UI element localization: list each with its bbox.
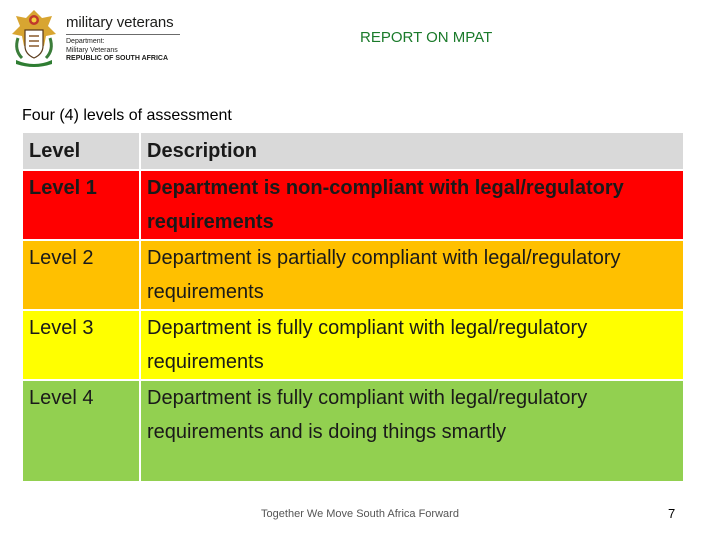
header-level: Level — [23, 133, 140, 170]
level-cell: Level 1 — [23, 170, 140, 240]
report-title: REPORT ON MPAT — [360, 29, 493, 46]
page-number: 7 — [668, 506, 676, 521]
table-row — [23, 170, 683, 240]
header-description: Description — [147, 140, 258, 162]
table-row — [23, 380, 683, 481]
description-cell: Department is fully compliant with legal/regulatory requirements and is doing things smartly — [147, 387, 588, 443]
footer-slogan: Together We Move South Africa Forward — [261, 508, 459, 520]
table-row — [23, 310, 683, 380]
logo-line-department: Department: — [66, 38, 105, 45]
logo-line-ministry: Military Veterans — [66, 46, 118, 54]
level-cell: Level 2 — [23, 240, 140, 310]
department-logo — [8, 8, 188, 70]
level-cell: Level 4 — [23, 380, 140, 481]
description-cell: Department is partially compliant with legal/regulatory requirements — [147, 247, 621, 303]
table-header-row — [23, 133, 683, 170]
logo-line-country: REPUBLIC OF SOUTH AFRICA — [66, 55, 169, 62]
description-cell: Department is non-compliant with legal/regulatory requirements — [147, 177, 624, 233]
assessment-levels-table — [23, 133, 683, 481]
table-row — [23, 240, 683, 310]
logo-text — [66, 14, 188, 64]
logo-divider — [66, 34, 180, 35]
description-cell: Department is fully compliant with legal/regulatory requirements — [147, 317, 588, 373]
coat-of-arms-icon — [8, 8, 60, 68]
logo-title: military veterans — [66, 14, 174, 31]
level-cell: Level 3 — [23, 310, 140, 380]
slide-subtitle: Four (4) levels of assessment — [22, 107, 232, 124]
